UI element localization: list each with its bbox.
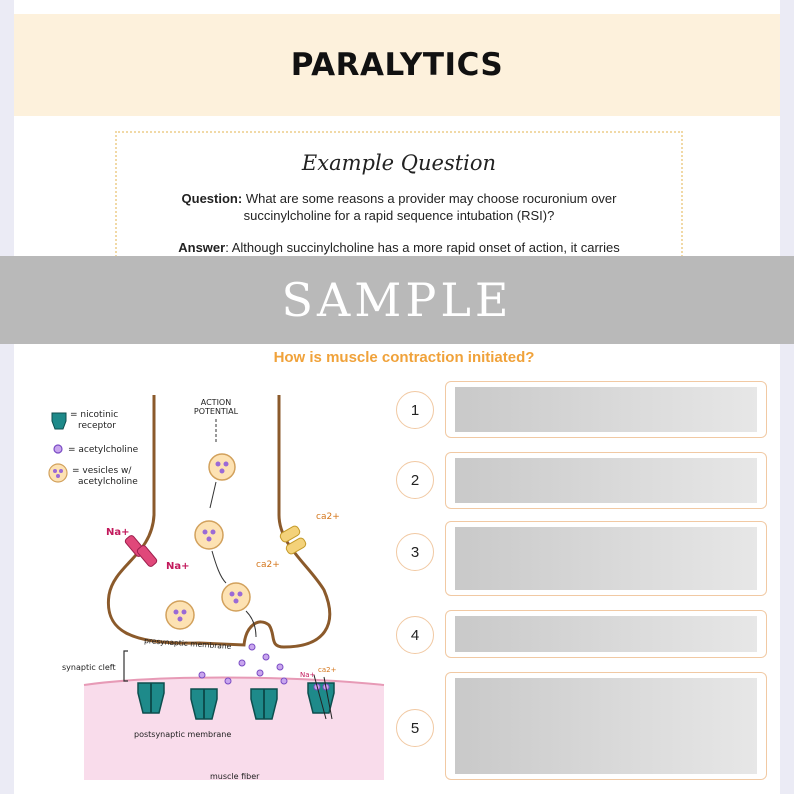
vesicle-path-arrow: [210, 482, 216, 508]
step-answer-box[interactable]: [445, 672, 767, 780]
legend-acetylcholine: = acetylcholine: [68, 445, 139, 455]
ca-plus-outside: ca2+: [316, 512, 340, 522]
vesicle: [166, 601, 194, 629]
step-number: 3: [396, 533, 434, 571]
answer-label: Answer: [178, 240, 226, 255]
step-answer-box[interactable]: [445, 610, 767, 658]
action-label-line1: ACTION: [200, 398, 232, 407]
vesicle-path-arrow: [212, 551, 226, 583]
step-number: 1: [396, 391, 434, 429]
vesicle: [195, 521, 223, 549]
answer-text: : Although succinylcholine has a more rapid onset of action, it carries: [225, 240, 620, 255]
question-text: What are some reasons a provider may choose rocuronium over succinylcholine for a rapid sequence intubation (RSI)?: [243, 191, 617, 223]
muscle-fiber-label: muscle fiber: [210, 772, 260, 781]
na-plus-receptor: Na+: [300, 671, 316, 679]
vesicle-legend-icon: [49, 464, 67, 482]
worksheet-page: [14, 0, 780, 794]
muscle-fiber-region: [84, 678, 384, 781]
ca-plus-inside: ca2+: [256, 560, 280, 570]
step-answer-box[interactable]: [445, 452, 767, 509]
step-answer-box[interactable]: [445, 521, 767, 596]
nerve-terminal-outline: [108, 395, 329, 647]
step-answer-box[interactable]: [445, 381, 767, 438]
nicotinic-receptor-legend-icon: [52, 413, 66, 429]
legend-nicotinic-line1: = nicotinic: [70, 410, 119, 420]
calcium-channel-icon: [279, 525, 307, 556]
vesicle: [222, 583, 250, 611]
legend-vesicles-line2: acetylcholine: [78, 477, 138, 487]
vesicle: [209, 454, 235, 480]
page-title: PARALYTICS: [290, 47, 504, 83]
legend-nicotinic-line2: receptor: [78, 421, 116, 431]
nicotinic-receptor-icon: [251, 689, 277, 719]
title-band: [14, 14, 780, 116]
nicotinic-receptor-icon: [138, 683, 164, 713]
na-plus-inside: Na+: [166, 561, 190, 572]
question-label: Question:: [181, 191, 243, 206]
sample-watermark: SAMPLE: [281, 273, 513, 327]
presynaptic-membrane-label: presynaptic membrane: [143, 636, 232, 652]
example-heading: Example Question: [301, 151, 497, 175]
question-paragraph: [137, 190, 661, 224]
nicotinic-receptor-icon: [191, 689, 217, 719]
synaptic-cleft-label: synaptic cleft: [62, 663, 116, 672]
step-number: 2: [396, 461, 434, 499]
neuromuscular-junction-diagram: [34, 385, 394, 785]
action-label-line2: POTENTIAL: [193, 407, 239, 416]
sample-watermark-band: [0, 256, 794, 344]
synaptic-cleft-bracket: [124, 651, 128, 681]
section-heading: How is muscle contraction initiated?: [273, 349, 535, 366]
answer-paragraph: [137, 239, 661, 256]
na-plus-outside: Na+: [106, 527, 130, 538]
postsynaptic-membrane-label: postsynaptic membrane: [134, 730, 232, 739]
step-number: 5: [396, 709, 434, 747]
ca-plus-receptor: ca2+: [318, 666, 337, 674]
acetylcholine-legend-icon: [54, 445, 62, 453]
step-number: 4: [396, 616, 434, 654]
legend-vesicles-line1: = vesicles w/: [72, 466, 132, 476]
